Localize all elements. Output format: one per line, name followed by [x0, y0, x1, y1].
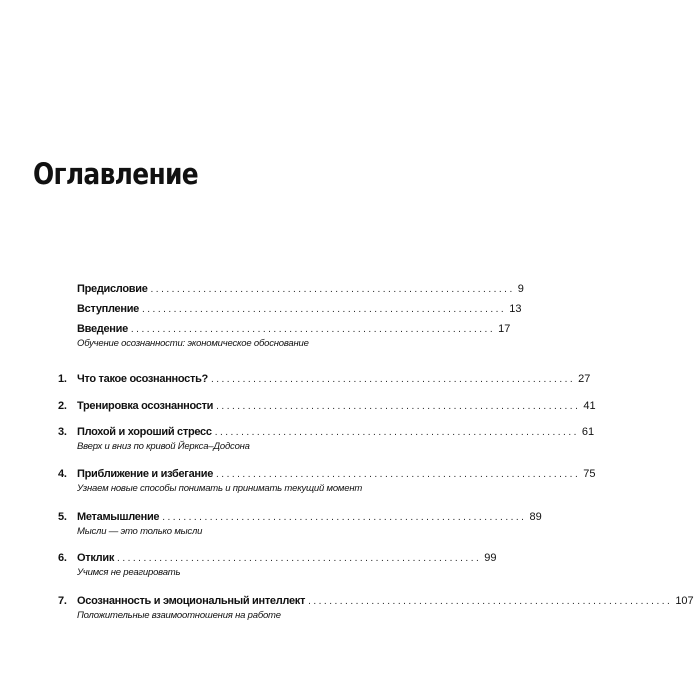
dot-leader: .....................................................................: [308, 596, 673, 607]
toc-entry-page: 17: [498, 323, 511, 335]
toc-entry-number: 5.: [58, 511, 67, 523]
toc-entry-subtitle: Учимся не реагировать: [77, 567, 181, 578]
toc-entry-line: [77, 282, 524, 297]
toc-entry-line: [77, 510, 542, 525]
toc-entry-page: 13: [509, 303, 522, 315]
toc-entry-subtitle: Узнаем новые способы понимать и принимать текущий момент: [77, 483, 363, 494]
toc-entry-title[interactable]: Приближение и избегание: [77, 468, 214, 480]
toc-entry-line: [77, 425, 595, 440]
toc-entry-title[interactable]: Тренировка осознанности: [77, 400, 214, 412]
toc-entry-number: 2.: [58, 400, 67, 412]
toc-entry-page: 89: [529, 511, 542, 523]
dot-leader: .....................................................................: [214, 427, 579, 438]
toc-entry-subtitle: Вверх и вниз по кривой Йеркса–Додсона: [77, 441, 250, 452]
toc-entry-number: 3.: [58, 426, 67, 438]
toc-entry-line: [77, 551, 497, 566]
dot-leader: .....................................................................: [216, 469, 581, 480]
toc-entry-line: [77, 467, 596, 482]
toc-entry-number: 6.: [58, 552, 67, 564]
toc-entry-subtitle: Мысли — это только мысли: [77, 526, 203, 537]
toc-entry-subtitle: Обучение осознанности: экономическое обоснование: [77, 338, 309, 349]
toc-entry-title[interactable]: Метамышление: [77, 511, 160, 523]
toc-entry-page: 99: [484, 552, 497, 564]
toc-entry-title[interactable]: Что такое осознанность?: [77, 373, 208, 385]
dot-leader: .....................................................................: [216, 401, 581, 412]
toc-entry-number: 4.: [58, 468, 67, 480]
toc-entry-line: [77, 594, 694, 609]
toc-entry-title[interactable]: Вступление: [77, 303, 139, 315]
toc-entry-page: 9: [517, 283, 524, 295]
page-title: Оглавление: [33, 157, 199, 191]
toc-entry-line: [77, 372, 591, 387]
dot-leader: .....................................................................: [130, 324, 496, 335]
toc-entry-page: 27: [578, 373, 591, 385]
dot-leader: .....................................................................: [117, 553, 482, 564]
dot-leader: .....................................................................: [162, 512, 527, 523]
toc-entry-page: 75: [583, 468, 596, 480]
dot-leader: .....................................................................: [141, 304, 507, 315]
toc-entry-number: 7.: [58, 595, 67, 607]
toc-entry-page: 41: [583, 400, 596, 412]
toc-entry-title[interactable]: Осознанность и эмоциональный интеллект: [77, 595, 306, 607]
toc-entry-title[interactable]: Отклик: [77, 552, 115, 564]
toc-entry-title[interactable]: Плохой и хороший стресс: [77, 426, 212, 438]
dot-leader: .....................................................................: [210, 374, 576, 385]
toc-entry-line: [77, 302, 522, 317]
toc-entry-line: [77, 399, 596, 414]
toc-entry-title[interactable]: Предисловие: [77, 283, 148, 295]
toc-entry-number: 1.: [58, 373, 67, 385]
toc-entry-subtitle: Положительные взаимоотношения на работе: [77, 610, 281, 621]
toc-entry-page: 61: [581, 426, 595, 438]
toc-entry-page: 107: [675, 595, 694, 607]
dot-leader: .....................................................................: [150, 284, 515, 295]
toc-entry-title[interactable]: Введение: [77, 323, 128, 335]
toc-entry-line: [77, 322, 511, 337]
